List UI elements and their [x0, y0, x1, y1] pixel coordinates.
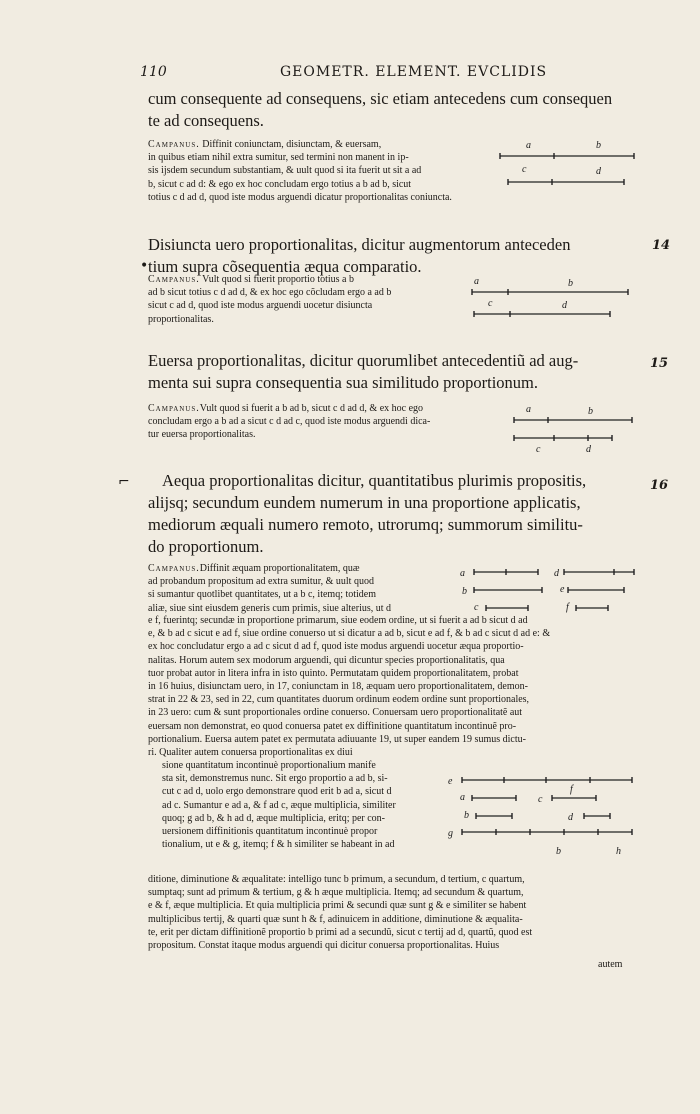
- fig-label: c: [474, 602, 479, 613]
- commentary-euersa: Campanus.Vult quod si fuerit a b ad b, sicut c d ad d, & ex hoc ego concludam ergo a b ad a sicut c d ad c, quod iste modus arguendi dica- tur euersa proportionalitas.: [148, 403, 431, 441]
- fig-label: c: [488, 298, 493, 309]
- fig-label: g: [448, 828, 453, 839]
- heading-line: tium supra cõsequentia æqua comparatio.: [148, 257, 422, 276]
- page-header: [140, 64, 640, 84]
- commentator-name: Campanus.: [148, 403, 200, 414]
- figure-aequa-six-quantities: [458, 562, 638, 616]
- fig-label: a: [460, 568, 465, 579]
- figure-conuersa: [446, 770, 642, 856]
- fig-label: d: [596, 166, 601, 177]
- fig-label: e: [448, 776, 453, 787]
- heading-line: Euersa proportionalitas, dicitur quorumlibet antecedentiũ ad aug-: [148, 351, 579, 370]
- heading-line: te ad consequens.: [148, 111, 264, 130]
- fig-label: d: [586, 444, 591, 455]
- fig-label: a: [526, 404, 531, 415]
- heading-line: alijsq; secundum eundem numerum in una proportione applicatis,: [148, 493, 581, 512]
- definition-number: 16: [650, 478, 669, 493]
- fig-label: a: [526, 140, 531, 151]
- commentary-aequa-intro: Campanus.Diffinit æquam proportionalitatem, quæ ad probandum propositum ad extra sumitur, & uult quod si sumantur quotlibet quantitates, ut a b c, itemq; totidem aliæ, siue sint eiusdem generis cum primis, siue alterius, ut d: [148, 563, 392, 614]
- commentary-aequa-full: e f, fuerintq; secundæ in proportione primarum, siue eodem ordine, ut si fuerit a ad b sicut d ad e, & b ad c sicut e ad f, siue ordine conuerso ut si dicatur a ad b, sicut e ad f, & b ad c sicut d ad e: & ex hoc concludatur ergo a ad c sicut d ad f, quod iste modus arguendi uocetur æqua proportio- nalitas. Horum autem sex modorum arguendi, qui dicuntur species proportionalitatis, qua tuor probat autor in litera infra in isto quinto. Permutatam quidem proportionalitatem, probat in 16 huius, disiunctam uero, in 17, coniunctam in 18, æquam uero proportionalitatem, demon- strat in 22 & 23, sed in 22, cum quantitates duorum ordinum eodem ordine sunt proportionales, in 23 uero: cum & sunt proportionales ordine conuerso. Conuersam uero proportionalitatẽ aut euersam non demonstrat, eo quod conuersa patet ex diffinitione quantitatum incontinuẽ pro- portionalium. Euersa autem patet ex permutata adiuuante 19, ut super eandem 19 sumus dictu- ri. Qualiter autem conuersa proportionalitas ex diui: [148, 615, 551, 759]
- fig-label: b: [556, 846, 561, 857]
- fig-label: b: [596, 140, 601, 151]
- heading-line: Aequa proportionalitas dicitur, quantitatibus plurimis propositis,: [162, 471, 587, 490]
- commentator-name: Campanus.: [148, 139, 200, 150]
- fig-label: b: [464, 810, 469, 821]
- heading-line: cum consequente ad consequens, sic etiam antecedens cum consequen: [148, 89, 613, 108]
- fig-label: d: [554, 568, 559, 579]
- commentary-coniuncta: Campanus. Diffinit coniunctam, disiunctam, & euersam, in quibus etiam nihil extra sumitur, sed termini non manent in ip- sis ijsdem secundum substantiam, & uult quod si ita fuerit ut sit a ad b, sicut c ad d: & ego ex hoc concludam ergo totius a b ad b, sicut totius c d ad d, quod iste modus arguendi dicatur proportionalitas coniuncta.: [148, 139, 452, 203]
- definition-number: 15: [650, 356, 669, 371]
- catchword: autem: [598, 959, 623, 970]
- commentary-conuersa-conclusion: ditione, diminutione & æqualitate: intelligo tunc b primum, a secundum, d tertium, c quartum, sumptaq; sunt ad primum & tertium, g & h æque multiplicia. Itemq; ad secundum & quartum, e & f, æque multiplicia. Et quia multiplicia primi & secundi quæ sunt g & e similiter se habent multiplicibus tertij, & quarti quæ sunt h & f, adinuicem in additione, diminutione & æqualita- te, erit per dictam diffinitionẽ proportio b primi ad a secundũ, sicut c tertij ad d, quartũ, quod est propositum. Constat itaque modus arguendi qui dicitur conuersa proportionalitas. Huius: [148, 874, 533, 952]
- running-title: GEOMETR. ELEMENT. EVCLIDIS: [280, 64, 548, 80]
- commentator-name: Campanus.: [148, 563, 200, 574]
- fig-label: e: [560, 584, 565, 595]
- margin-mark: ⌐: [118, 474, 130, 490]
- folio-number: 110: [140, 64, 167, 80]
- heading-line: Disiuncta uero proportionalitas, dicitur augmentorum anteceden: [148, 235, 571, 254]
- fig-label: b: [568, 278, 573, 289]
- fig-label: d: [562, 300, 567, 311]
- definition-heading-disiuncta: [148, 234, 648, 278]
- fig-label: a: [474, 276, 479, 287]
- fig-label: d: [568, 812, 573, 823]
- fig-label: c: [522, 164, 527, 175]
- figure-disiuncta: [470, 274, 640, 322]
- fig-label: c: [538, 794, 543, 805]
- heading-line: mediorum æquali numero remoto, utrorumq; summorum similitu-: [148, 515, 583, 534]
- heading-line: menta sui supra consequentia sua similitudo proportionum.: [148, 373, 538, 392]
- heading-line: do proportionum.: [148, 537, 264, 556]
- fig-label: b: [462, 586, 467, 597]
- fig-label: a: [460, 792, 465, 803]
- fig-label: c: [536, 444, 541, 455]
- margin-mark: •: [140, 258, 149, 274]
- fig-label: f: [566, 602, 569, 613]
- definition-number: 14: [652, 238, 671, 253]
- fig-label: f: [570, 784, 573, 795]
- definition-heading-coniuncta: [148, 88, 648, 132]
- figure-euersa: [508, 402, 648, 454]
- figure-coniuncta: [496, 138, 646, 188]
- definition-heading-aequa: [148, 470, 657, 558]
- commentator-name: Campanus.: [148, 274, 200, 285]
- fig-label: b: [588, 406, 593, 417]
- commentary-conuersa-proof: sione quantitatum incontinuè proportionalium manife sta sit, demonstremus nunc. Sit ergo proportio a ad b, si- cut c ad d, uolo ergo demonstrare quod erit b ad a, sicut d ad c. Sumantur e ad a, & f ad c, æque multiplicia, similiter quoq; g ad b, & h ad d, æque multiplicia, eritq; per con- uersionem diffinitionis quantitatum incontinuè propor tionalium, ut e & g, itemq; f & h similiter se habeant in ad: [162, 760, 396, 851]
- definition-heading-euersa: [148, 350, 643, 394]
- fig-label: h: [616, 846, 621, 857]
- commentary-disiuncta: Campanus. Vult quod si fuerit proportio totius a b ad b sicut totius c d ad d, & ex hoc ego cõcludam ergo a ad b sicut c ad d, quod iste modus arguendi uocetur disiuncta proportionalitas.: [148, 274, 392, 325]
